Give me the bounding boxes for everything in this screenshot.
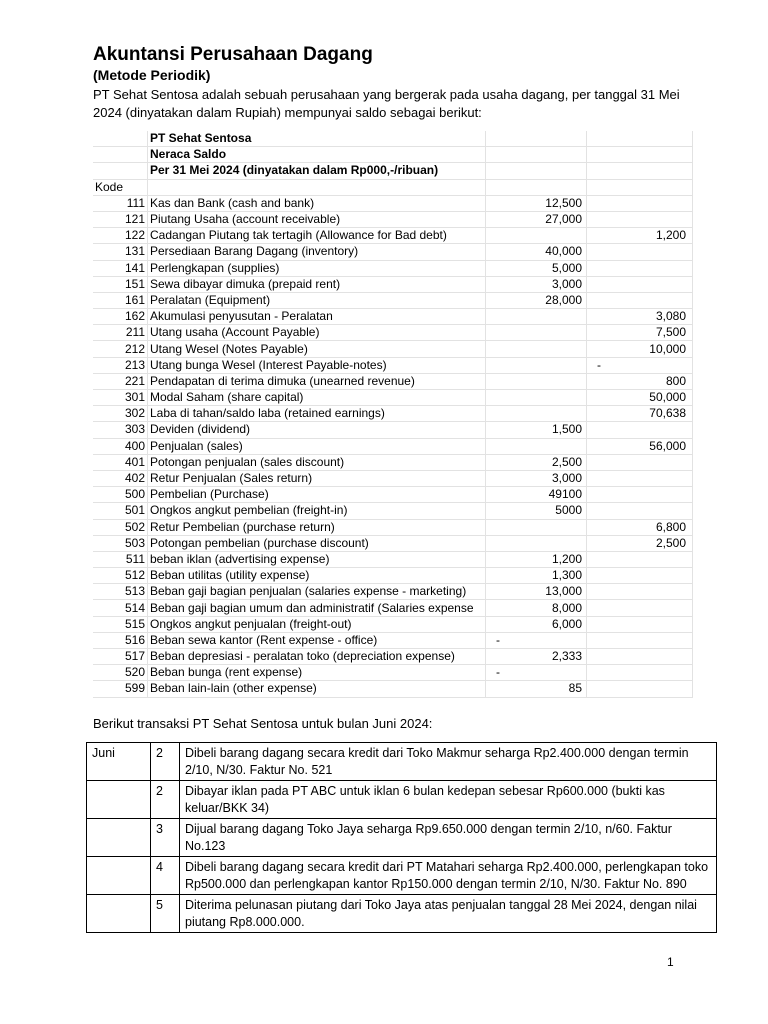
transaction-row [87, 781, 717, 819]
transaction-row [87, 895, 717, 933]
account-row [93, 244, 693, 260]
transaction-row [87, 819, 717, 857]
credit-amount: 56,000 [587, 438, 693, 454]
debit-amount: 8,000 [486, 600, 587, 616]
account-name: Modal Saham (share capital) [148, 390, 486, 406]
credit-amount [587, 276, 693, 292]
debit-amount: - [486, 632, 587, 648]
credit-amount [587, 503, 693, 519]
account-row [93, 454, 693, 470]
credit-amount: 3,080 [587, 309, 693, 325]
account-name: Pendapatan di terima dimuka (unearned revenue) [148, 373, 486, 389]
transaction-day: 2 [151, 743, 180, 781]
credit-amount [587, 665, 693, 681]
account-row [93, 632, 693, 648]
account-code: 141 [93, 260, 148, 276]
credit-amount [587, 470, 693, 486]
credit-amount [587, 584, 693, 600]
account-row [93, 357, 693, 373]
account-name: Cadangan Piutang tak tertagih (Allowance for Bad debt) [148, 228, 486, 244]
account-row [93, 309, 693, 325]
transactions-intro: Berikut transaksi PT Sehat Sentosa untuk bulan Juni 2024: [93, 716, 433, 731]
account-code: 400 [93, 438, 148, 454]
account-name: Akumulasi penyusutan - Peralatan [148, 309, 486, 325]
page-subtitle: (Metode Periodik) [93, 67, 211, 83]
account-name: Penjualan (sales) [148, 438, 486, 454]
account-code: 511 [93, 551, 148, 567]
credit-amount: 1,200 [587, 228, 693, 244]
account-code: 221 [93, 373, 148, 389]
trial-balance-header-row [93, 163, 693, 179]
account-name: Beban sewa kantor (Rent expense - office) [148, 632, 486, 648]
credit-amount [587, 292, 693, 308]
account-name: Potongan penjualan (sales discount) [148, 454, 486, 470]
account-row [93, 584, 693, 600]
credit-amount [587, 211, 693, 227]
debit-amount: 1,200 [486, 551, 587, 567]
debit-amount: 49100 [486, 487, 587, 503]
account-code: 402 [93, 470, 148, 486]
account-code: 500 [93, 487, 148, 503]
transaction-row [87, 857, 717, 895]
account-name: Persediaan Barang Dagang (inventory) [148, 244, 486, 260]
debit-amount: 13,000 [486, 584, 587, 600]
trial-balance-header-row [93, 131, 693, 147]
account-row [93, 390, 693, 406]
credit-amount: 2,500 [587, 535, 693, 551]
transaction-day: 4 [151, 857, 180, 895]
account-code: 303 [93, 422, 148, 438]
account-code: 131 [93, 244, 148, 260]
account-code: 162 [93, 309, 148, 325]
intro-paragraph: PT Sehat Sentosa adalah sebuah perusahaan yang bergerak pada usaha dagang, per tanggal 31 Mei 2024 (dinyatakan dalam Rupiah) mempunyai saldo sebagai berikut: [93, 87, 680, 120]
account-row [93, 260, 693, 276]
transaction-description: Diterima pelunasan piutang dari Toko Jaya atas penjualan tanggal 28 Mei 2024, dengan nilai piutang Rp8.000.000. [180, 895, 717, 933]
account-code: 122 [93, 228, 148, 244]
statement-name: Neraca Saldo [148, 147, 486, 163]
account-code: 501 [93, 503, 148, 519]
transaction-month [87, 781, 151, 819]
debit-amount: 2,333 [486, 649, 587, 665]
debit-amount: 5,000 [486, 260, 587, 276]
account-name: Beban bunga (rent expense) [148, 665, 486, 681]
account-row [93, 406, 693, 422]
debit-amount [486, 228, 587, 244]
debit-amount [486, 519, 587, 535]
account-code: 516 [93, 632, 148, 648]
debit-amount: 12,500 [486, 195, 587, 211]
account-name: Utang Wesel (Notes Payable) [148, 341, 486, 357]
credit-amount: 10,000 [587, 341, 693, 357]
page-number: 1 [667, 955, 674, 969]
credit-amount [587, 195, 693, 211]
account-name: Beban lain-lain (other expense) [148, 681, 486, 697]
trial-balance-table [93, 131, 693, 698]
account-code: 213 [93, 357, 148, 373]
debit-amount: - [486, 665, 587, 681]
debit-amount: 2,500 [486, 454, 587, 470]
credit-amount: - [587, 357, 693, 373]
debit-amount: 6,000 [486, 616, 587, 632]
credit-amount [587, 244, 693, 260]
account-code: 401 [93, 454, 148, 470]
account-code: 301 [93, 390, 148, 406]
debit-amount: 28,000 [486, 292, 587, 308]
debit-amount [486, 406, 587, 422]
account-row [93, 341, 693, 357]
account-row [93, 211, 693, 227]
account-row [93, 292, 693, 308]
account-name: Retur Pembelian (purchase return) [148, 519, 486, 535]
code-column-header: Kode [93, 179, 148, 195]
credit-amount [587, 487, 693, 503]
account-code: 520 [93, 665, 148, 681]
account-name: Utang usaha (Account Payable) [148, 325, 486, 341]
debit-amount: 40,000 [486, 244, 587, 260]
account-code: 111 [93, 195, 148, 211]
account-code: 512 [93, 568, 148, 584]
transaction-day: 2 [151, 781, 180, 819]
credit-amount [587, 616, 693, 632]
account-name: beban iklan (advertising expense) [148, 551, 486, 567]
transaction-day: 3 [151, 819, 180, 857]
transaction-description: Dibayar iklan pada PT ABC untuk iklan 6 bulan kedepan sebesar Rp600.000 (bukti kas keluar/BKK 34) [180, 781, 717, 819]
account-row [93, 373, 693, 389]
account-name: Potongan pembelian (purchase discount) [148, 535, 486, 551]
transaction-month [87, 857, 151, 895]
debit-amount [486, 390, 587, 406]
transaction-description: Dibeli barang dagang secara kredit dari Toko Makmur seharga Rp2.400.000 dengan termin 2/10, N/30. Faktur No. 521 [180, 743, 717, 781]
transaction-day: 5 [151, 895, 180, 933]
credit-amount [587, 422, 693, 438]
account-row [93, 470, 693, 486]
account-code: 161 [93, 292, 148, 308]
credit-amount [587, 600, 693, 616]
account-name: Sewa dibayar dimuka (prepaid rent) [148, 276, 486, 292]
account-row [93, 438, 693, 454]
transactions-table [86, 742, 717, 933]
account-row [93, 276, 693, 292]
account-name: Utang bunga Wesel (Interest Payable-notes) [148, 357, 486, 373]
account-code: 513 [93, 584, 148, 600]
transaction-month: Juni [87, 743, 151, 781]
account-code: 302 [93, 406, 148, 422]
debit-amount: 5000 [486, 503, 587, 519]
credit-amount [587, 454, 693, 470]
statement-date: Per 31 Mei 2024 (dinyatakan dalam Rp000,-/ribuan) [148, 163, 486, 179]
account-row [93, 503, 693, 519]
credit-amount [587, 632, 693, 648]
account-row [93, 649, 693, 665]
account-name: Ongkos angkut pembelian (freight-in) [148, 503, 486, 519]
account-name: Kas dan Bank (cash and bank) [148, 195, 486, 211]
debit-amount: 3,000 [486, 276, 587, 292]
account-row [93, 195, 693, 211]
transaction-description: Dibeli barang dagang secara kredit dari PT Matahari seharga Rp2.400.000, perlengkapan toko Rp500.000 dan perlengkapan kantor Rp150.000 dengan termin 2/10, N/30. Faktur No. 890 [180, 857, 717, 895]
debit-amount [486, 325, 587, 341]
transaction-month [87, 819, 151, 857]
account-code: 514 [93, 600, 148, 616]
page-title: Akuntansi Perusahaan Dagang [93, 44, 373, 65]
account-row [93, 228, 693, 244]
account-row [93, 568, 693, 584]
account-name: Beban depresiasi - peralatan toko (depreciation expense) [148, 649, 486, 665]
account-name: Piutang Usaha (account receivable) [148, 211, 486, 227]
account-row [93, 519, 693, 535]
account-name: Peralatan (Equipment) [148, 292, 486, 308]
account-row [93, 535, 693, 551]
account-row [93, 422, 693, 438]
account-name: Beban utilitas (utility expense) [148, 568, 486, 584]
account-code: 121 [93, 211, 148, 227]
credit-amount [587, 681, 693, 697]
account-row [93, 616, 693, 632]
credit-amount: 7,500 [587, 325, 693, 341]
account-code: 503 [93, 535, 148, 551]
code-header-row [93, 179, 693, 195]
debit-amount: 3,000 [486, 470, 587, 486]
account-name: Perlengkapan (supplies) [148, 260, 486, 276]
account-row [93, 600, 693, 616]
account-name: Laba di tahan/saldo laba (retained earnings) [148, 406, 486, 422]
account-name: Retur Penjualan (Sales return) [148, 470, 486, 486]
debit-amount: 27,000 [486, 211, 587, 227]
debit-amount [486, 373, 587, 389]
account-row [93, 665, 693, 681]
credit-amount [587, 568, 693, 584]
credit-amount [587, 260, 693, 276]
credit-amount: 50,000 [587, 390, 693, 406]
account-row [93, 487, 693, 503]
transaction-description: Dijual barang dagang Toko Jaya seharga Rp9.650.000 dengan termin 2/10, n/60. Faktur No.123 [180, 819, 717, 857]
account-code: 517 [93, 649, 148, 665]
transaction-month [87, 895, 151, 933]
account-row [93, 551, 693, 567]
credit-amount: 800 [587, 373, 693, 389]
debit-amount [486, 535, 587, 551]
account-row [93, 325, 693, 341]
debit-amount: 1,300 [486, 568, 587, 584]
account-name: Ongkos angkut penjualan (freight-out) [148, 616, 486, 632]
trial-balance-header-row [93, 147, 693, 163]
account-row [93, 681, 693, 697]
credit-amount [587, 649, 693, 665]
account-code: 502 [93, 519, 148, 535]
debit-amount [486, 341, 587, 357]
credit-amount [587, 551, 693, 567]
debit-amount [486, 438, 587, 454]
account-code: 515 [93, 616, 148, 632]
account-name: Deviden (dividend) [148, 422, 486, 438]
account-code: 151 [93, 276, 148, 292]
debit-amount [486, 309, 587, 325]
account-name: Pembelian (Purchase) [148, 487, 486, 503]
account-code: 212 [93, 341, 148, 357]
account-name: Beban gaji bagian umum dan administratif (Salaries expense [148, 600, 486, 616]
credit-amount: 70,638 [587, 406, 693, 422]
debit-amount [486, 357, 587, 373]
company-name: PT Sehat Sentosa [148, 131, 486, 147]
credit-amount: 6,800 [587, 519, 693, 535]
debit-amount: 85 [486, 681, 587, 697]
account-name: Beban gaji bagian penjualan (salaries expense - marketing) [148, 584, 486, 600]
transaction-row [87, 743, 717, 781]
debit-amount: 1,500 [486, 422, 587, 438]
account-code: 599 [93, 681, 148, 697]
account-code: 211 [93, 325, 148, 341]
